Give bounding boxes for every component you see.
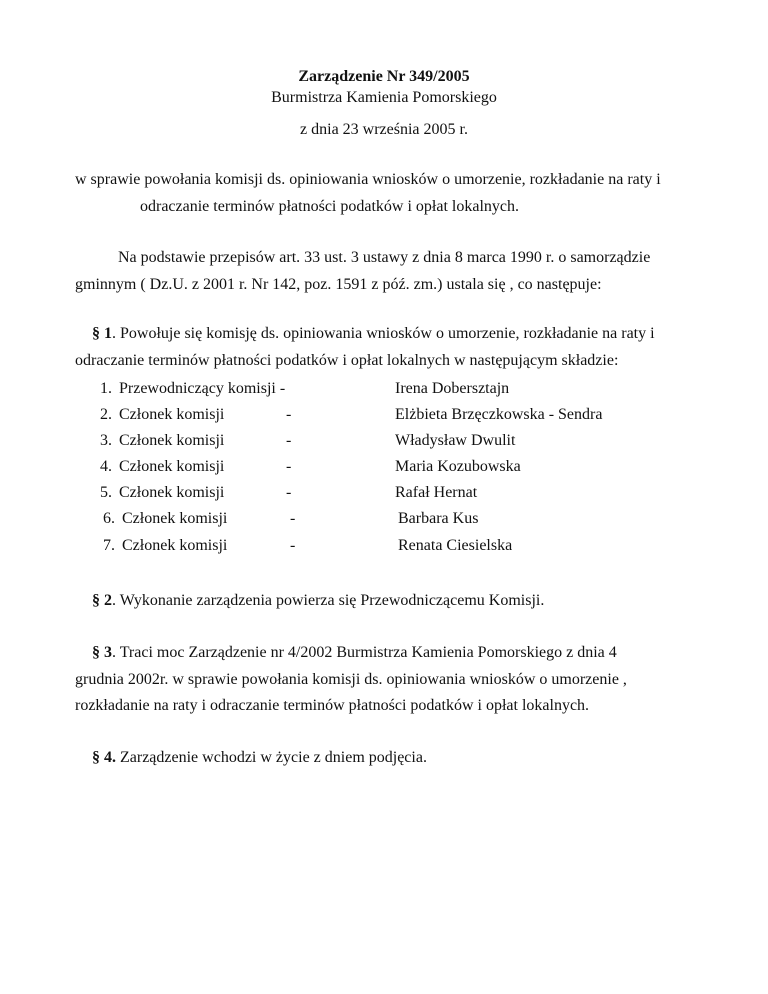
member-4-role: Członek komisji — [119, 458, 225, 475]
member-6-role: Członek komisji — [122, 510, 228, 527]
paragraph-4-text: Zarządzenie wchodzi w życie z dniem podjęcia. — [116, 749, 427, 766]
document-title: Zarządzenie Nr 349/2005 — [298, 68, 470, 85]
member-2-name: Elżbieta Brzęczkowska - Sendra — [395, 406, 603, 423]
member-5-dash: - — [286, 484, 292, 501]
member-4-number: 4. — [100, 458, 112, 475]
paragraph-3-line-3: rozkładanie na raty i odraczanie terminów płatności podatków i opłat lokalnych. — [75, 697, 590, 714]
member-2-role: Członek komisji — [119, 406, 225, 423]
member-2-number: 2. — [100, 406, 112, 423]
basis-line-2: gminnym ( Dz.U. z 2001 r. Nr 142, poz. 1591 z póź. zm.) ustala się , co następuje: — [75, 276, 602, 293]
basis-line-1: Na podstawie przepisów art. 33 ust. 3 ustawy z dnia 8 marca 1990 r. o samorządzie — [118, 249, 651, 266]
paragraph-4-label: § 4. — [92, 749, 116, 766]
subject-line-1: w sprawie powołania komisji ds. opiniowania wniosków o umorzenie, rozkładanie na raty i — [75, 171, 661, 188]
paragraph-1-line-2: odraczanie terminów płatności podatków i opłat lokalnych w następującym składzie: — [75, 352, 619, 369]
member-6-name: Barbara Kus — [398, 510, 479, 527]
paragraph-2-label: § 2 — [92, 592, 112, 609]
paragraph-1-text: . Powołuje się komisję ds. opiniowania wniosków o umorzenie, rozkładanie na raty i — [112, 325, 655, 342]
paragraph-1-line-1 — [92, 324, 655, 344]
member-3-role: Członek komisji — [119, 432, 225, 449]
member-7-role: Członek komisji — [122, 537, 228, 554]
subject-line-2: odraczanie terminów płatności podatków i opłat lokalnych. — [140, 198, 519, 215]
member-6-dash: - — [290, 510, 296, 527]
member-5-name: Rafał Hernat — [395, 484, 478, 501]
member-1-role: Przewodniczący komisji - — [119, 380, 286, 397]
member-5-role: Członek komisji — [119, 484, 225, 501]
paragraph-2 — [92, 591, 544, 611]
member-6-number: 6. — [103, 510, 115, 527]
document-issuer: Burmistrza Kamienia Pomorskiego — [271, 89, 497, 106]
member-4-name: Maria Kozubowska — [395, 458, 521, 475]
member-7-dash: - — [290, 537, 296, 554]
member-7-name: Renata Ciesielska — [398, 537, 513, 554]
member-4-dash: - — [286, 458, 292, 475]
paragraph-3-line-2: grudnia 2002r. w sprawie powołania komisji ds. opiniowania wniosków o umorzenie , — [75, 671, 627, 688]
member-5-number: 5. — [100, 484, 112, 501]
member-1-name: Irena Dobersztajn — [395, 380, 510, 397]
member-3-number: 3. — [100, 432, 112, 449]
document-date: z dnia 23 września 2005 r. — [300, 121, 468, 138]
paragraph-3-label: § 3 — [92, 644, 112, 661]
paragraph-4 — [92, 748, 427, 768]
paragraph-2-text: . Wykonanie zarządzenia powierza się Przewodniczącemu Komisji. — [112, 592, 545, 609]
paragraph-1-label: § 1 — [92, 325, 112, 342]
member-7-number: 7. — [103, 537, 115, 554]
member-1-number: 1. — [100, 380, 112, 397]
paragraph-3-line-1 — [92, 643, 617, 663]
member-2-dash: - — [286, 406, 292, 423]
paragraph-3-text: . Traci moc Zarządzenie nr 4/2002 Burmistrza Kamienia Pomorskiego z dnia 4 — [112, 644, 617, 661]
member-3-dash: - — [286, 432, 292, 449]
member-3-name: Władysław Dwulit — [395, 432, 516, 449]
